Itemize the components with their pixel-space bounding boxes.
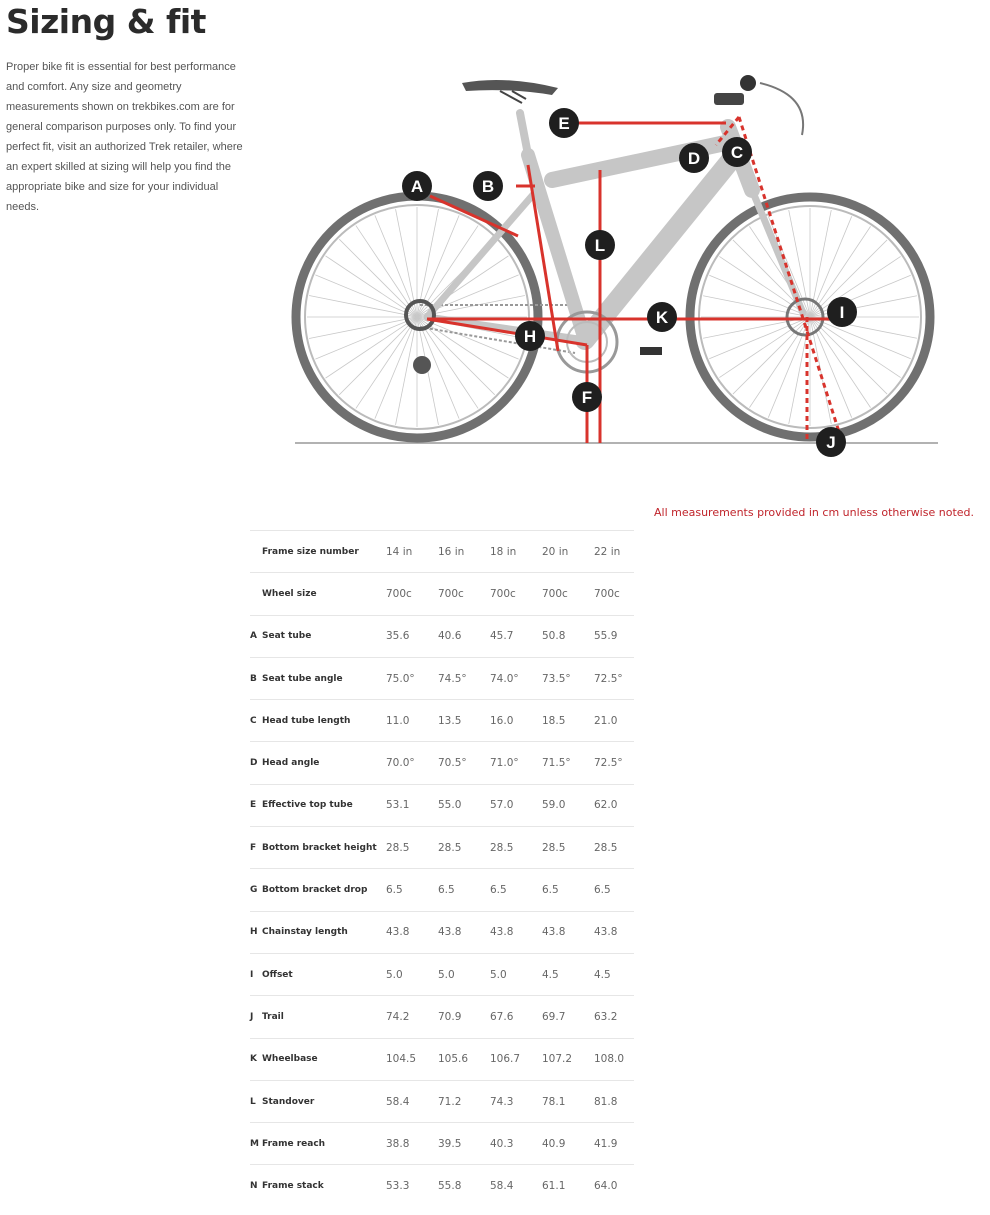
row-letter: E (250, 784, 262, 826)
cell-value: 108.0 (594, 1038, 634, 1080)
row-letter: F (250, 827, 262, 869)
table-row (250, 1123, 634, 1165)
cell-value: 72.5° (594, 657, 634, 699)
table-row (250, 827, 634, 869)
cell-value: 53.3 (386, 1165, 438, 1207)
cell-value: 5.0 (490, 953, 542, 995)
cell-value: 41.9 (594, 1123, 634, 1165)
cell-value: 57.0 (490, 784, 542, 826)
cell-value: 700c (490, 573, 542, 615)
cell-value: 55.9 (594, 615, 634, 657)
row-label: Trail (262, 996, 386, 1038)
badge-F (572, 382, 602, 412)
cell-value: 700c (594, 573, 634, 615)
cell-value: 35.6 (386, 615, 438, 657)
cell-value: 71.0° (490, 742, 542, 784)
cell-value: 700c (386, 573, 438, 615)
spoke (810, 317, 887, 394)
spoke (733, 317, 810, 394)
units-note: All measurements provided in cm unless otherwise noted. (653, 506, 974, 519)
cell-value: 43.8 (490, 911, 542, 953)
badge-L (585, 230, 615, 260)
row-letter: I (250, 953, 262, 995)
row-letter: C (250, 700, 262, 742)
cell-value: 21.0 (594, 700, 634, 742)
seatpost-clamp (500, 91, 526, 103)
spoke (339, 317, 417, 395)
cell-value: 53.1 (386, 784, 438, 826)
cell-value: 104.5 (386, 1038, 438, 1080)
table-row (250, 1165, 634, 1207)
row-label: Seat tube (262, 615, 386, 657)
row-label: Frame stack (262, 1165, 386, 1207)
cell-value: 43.8 (542, 911, 594, 953)
row-letter: D (250, 742, 262, 784)
badge-I (827, 297, 857, 327)
row-label: Standover (262, 1080, 386, 1122)
cell-value: 69.7 (542, 996, 594, 1038)
cell-value: 74.3 (490, 1080, 542, 1122)
row-label: Head tube length (262, 700, 386, 742)
cell-value: 64.0 (594, 1165, 634, 1207)
cell-value: 18 in (490, 531, 542, 573)
svg-text:K: K (655, 308, 669, 327)
cell-value: 67.6 (490, 996, 542, 1038)
cell-value: 59.0 (542, 784, 594, 826)
table-row (250, 911, 634, 953)
cell-value: 74.2 (386, 996, 438, 1038)
cell-value: 22 in (594, 531, 634, 573)
cell-value: 45.7 (490, 615, 542, 657)
badge-D (679, 143, 709, 173)
cell-value: 43.8 (386, 911, 438, 953)
cell-value: 74.5° (438, 657, 490, 699)
row-letter: A (250, 615, 262, 657)
cell-value: 13.5 (438, 700, 490, 742)
cell-value: 28.5 (490, 827, 542, 869)
cell-value: 11.0 (386, 700, 438, 742)
cell-value: 73.5° (542, 657, 594, 699)
svg-text:H: H (523, 327, 537, 346)
badge-E (549, 108, 579, 138)
svg-text:D: D (687, 149, 701, 168)
cell-value: 63.2 (594, 996, 634, 1038)
table-row (250, 953, 634, 995)
svg-text:L: L (594, 236, 606, 255)
cell-value: 55.0 (438, 784, 490, 826)
svg-text:J: J (826, 433, 836, 452)
cell-value: 71.2 (438, 1080, 490, 1122)
cell-value: 106.7 (490, 1038, 542, 1080)
badge-B (473, 171, 503, 201)
row-letter: M (250, 1123, 262, 1165)
table-row (250, 869, 634, 911)
table-row (250, 742, 634, 784)
cell-value: 61.1 (542, 1165, 594, 1207)
cell-value: 58.4 (490, 1165, 542, 1207)
row-letter: K (250, 1038, 262, 1080)
stem (714, 93, 744, 105)
row-label: Frame reach (262, 1123, 386, 1165)
badge-K (647, 302, 677, 332)
row-letter: B (250, 657, 262, 699)
rear-derailleur (413, 356, 431, 374)
row-letter (250, 531, 262, 573)
row-letter: H (250, 911, 262, 953)
cell-value: 6.5 (542, 869, 594, 911)
row-label: Seat tube angle (262, 657, 386, 699)
cell-value: 78.1 (542, 1080, 594, 1122)
spoke (339, 239, 417, 317)
cell-value: 14 in (386, 531, 438, 573)
row-label: Offset (262, 953, 386, 995)
intro-text: Proper bike fit is essential for best performance and comfort. Any size and geometry measurements shown on trekbikes.com are for general comparison purposes only. To find your perfect fit, visit an authorized Trek retailer, where an expert skilled at sizing will help you find the appropriate bike and size for your individual needs. (6, 61, 243, 213)
cell-value: 40.3 (490, 1123, 542, 1165)
row-letter: J (250, 996, 262, 1038)
cell-value: 20 in (542, 531, 594, 573)
cell-value: 62.0 (594, 784, 634, 826)
table-row (250, 573, 634, 615)
svg-text:I: I (839, 303, 845, 322)
cell-value: 28.5 (542, 827, 594, 869)
cell-value: 105.6 (438, 1038, 490, 1080)
cell-value: 74.0° (490, 657, 542, 699)
table-row (250, 615, 634, 657)
geometry-table (250, 530, 634, 1207)
front-wheel (690, 197, 930, 437)
cell-value: 81.8 (594, 1080, 634, 1122)
row-letter: G (250, 869, 262, 911)
cell-value: 72.5° (594, 742, 634, 784)
cell-value: 5.0 (438, 953, 490, 995)
cell-value: 39.5 (438, 1123, 490, 1165)
table-row (250, 1080, 634, 1122)
cell-value: 16 in (438, 531, 490, 573)
cell-value: 43.8 (594, 911, 634, 953)
row-label: Wheelbase (262, 1038, 386, 1080)
cell-value: 107.2 (542, 1038, 594, 1080)
table-row (250, 996, 634, 1038)
svg-text:E: E (558, 114, 570, 133)
cell-value: 700c (438, 573, 490, 615)
svg-text:C: C (730, 143, 744, 162)
row-label: Frame size number (262, 531, 386, 573)
badge-J (816, 427, 846, 457)
cell-value: 70.0° (386, 742, 438, 784)
cell-value: 28.5 (438, 827, 490, 869)
row-letter: N (250, 1165, 262, 1207)
cell-value: 6.5 (594, 869, 634, 911)
svg-text:A: A (410, 177, 424, 196)
cell-value: 5.0 (386, 953, 438, 995)
cell-value: 16.0 (490, 700, 542, 742)
page-title: Sizing & fit (6, 2, 206, 41)
cell-value: 4.5 (594, 953, 634, 995)
cell-value: 4.5 (542, 953, 594, 995)
cell-value: 28.5 (594, 827, 634, 869)
cell-value: 58.4 (386, 1080, 438, 1122)
row-letter: L (250, 1080, 262, 1122)
table-row (250, 784, 634, 826)
cell-value: 6.5 (438, 869, 490, 911)
cell-value: 71.5° (542, 742, 594, 784)
row-label: Wheel size (262, 573, 386, 615)
cell-value: 70.5° (438, 742, 490, 784)
saddle (462, 80, 558, 95)
cell-value: 6.5 (386, 869, 438, 911)
cell-value: 700c (542, 573, 594, 615)
cell-value: 6.5 (490, 869, 542, 911)
row-label: Head angle (262, 742, 386, 784)
row-label: Bottom bracket drop (262, 869, 386, 911)
cell-value: 55.8 (438, 1165, 490, 1207)
pedal (640, 347, 662, 355)
table-row (250, 700, 634, 742)
cell-value: 18.5 (542, 700, 594, 742)
cell-value: 38.8 (386, 1123, 438, 1165)
row-label: Bottom bracket height (262, 827, 386, 869)
cell-value: 40.6 (438, 615, 490, 657)
cell-value: 28.5 (386, 827, 438, 869)
badge-C (722, 137, 752, 167)
table-row (250, 1038, 634, 1080)
brake-lever (760, 83, 803, 135)
svg-text:F: F (581, 388, 593, 407)
bike-geometry-diagram (290, 55, 950, 465)
table-row (250, 657, 634, 699)
row-letter (250, 573, 262, 615)
row-label: Effective top tube (262, 784, 386, 826)
cell-value: 50.8 (542, 615, 594, 657)
cell-value: 40.9 (542, 1123, 594, 1165)
badge-H (515, 321, 545, 351)
table-header-row (250, 531, 634, 573)
row-label: Chainstay length (262, 911, 386, 953)
cell-value: 75.0° (386, 657, 438, 699)
cell-value: 70.9 (438, 996, 490, 1038)
badge-A (402, 171, 432, 201)
cell-value: 43.8 (438, 911, 490, 953)
svg-text:B: B (481, 177, 495, 196)
handlebar (740, 75, 756, 91)
